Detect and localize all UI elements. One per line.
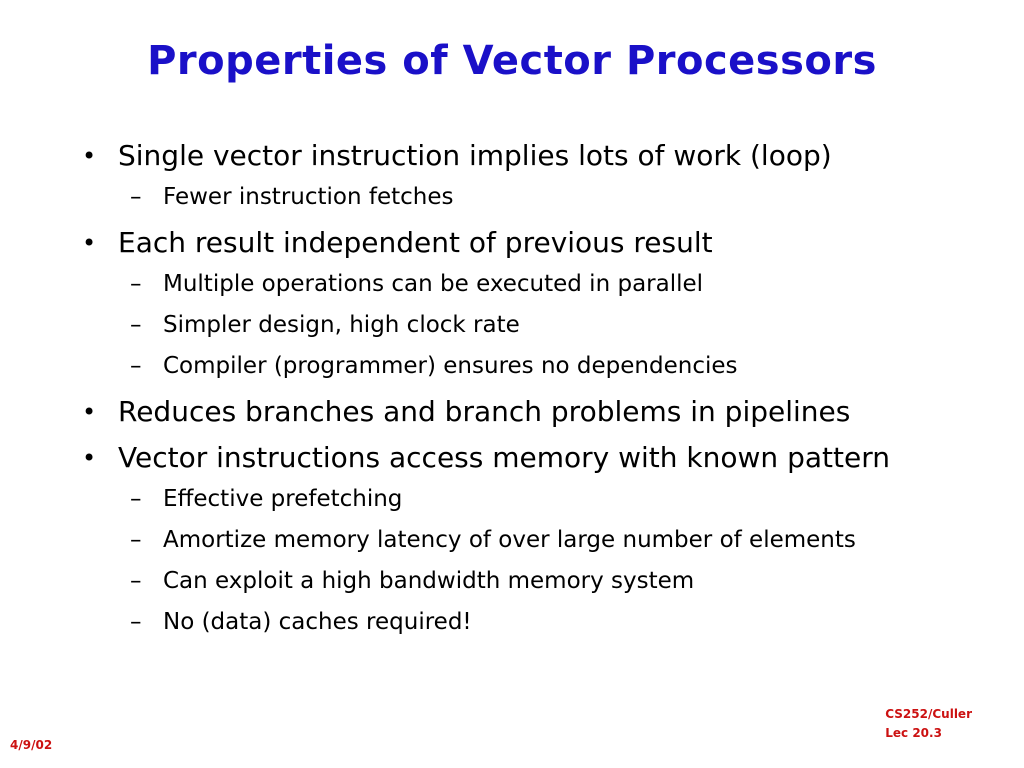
sub-bullet-text: Effective prefetching	[163, 486, 403, 512]
sub-bullet-text: No (data) caches required!	[163, 609, 472, 635]
sub-bullet-item	[118, 561, 978, 602]
sub-bullet-list	[118, 479, 978, 643]
sub-bullet-text: Can exploit a high bandwidth memory system	[163, 568, 695, 594]
footer-date: 4/9/02	[10, 738, 53, 752]
bullet-icon: •	[82, 142, 97, 170]
dash-icon: –	[130, 486, 142, 512]
dash-icon: –	[130, 527, 142, 553]
bullet-icon: •	[82, 444, 97, 472]
sub-bullet-list	[118, 177, 978, 218]
bullet-item	[78, 135, 978, 218]
sub-bullet-item	[118, 602, 978, 643]
bullet-item	[78, 391, 978, 433]
footer-lecture: Lec 20.3	[885, 726, 942, 740]
bullet-icon: •	[82, 398, 97, 426]
bullet-icon: •	[82, 229, 97, 257]
dash-icon: –	[130, 184, 142, 210]
bullet-text: Reduces branches and branch problems in pipelines	[118, 395, 851, 428]
sub-bullet-text: Multiple operations can be executed in parallel	[163, 271, 704, 297]
dash-icon: –	[130, 609, 142, 635]
sub-bullet-item	[118, 479, 978, 520]
sub-bullet-item	[118, 520, 978, 561]
bullet-item	[78, 222, 978, 387]
footer-course-info	[885, 705, 972, 743]
dash-icon: –	[130, 353, 142, 379]
sub-bullet-text: Fewer instruction fetches	[163, 184, 454, 210]
dash-icon: –	[130, 568, 142, 594]
bullet-text: Each result independent of previous result	[118, 226, 713, 259]
footer-course: CS252/Culler	[885, 707, 972, 721]
slide-title: Properties of Vector Processors	[147, 38, 877, 84]
sub-bullet-item	[118, 305, 978, 346]
dash-icon: –	[130, 312, 142, 338]
sub-bullet-list	[118, 264, 978, 387]
sub-bullet-text: Compiler (programmer) ensures no dependencies	[163, 353, 738, 379]
sub-bullet-item	[118, 346, 978, 387]
sub-bullet-text: Amortize memory latency of over large number of elements	[163, 527, 856, 553]
dash-icon: –	[130, 271, 142, 297]
bullet-item	[78, 437, 978, 643]
sub-bullet-item	[118, 177, 978, 218]
bullet-text: Vector instructions access memory with known pattern	[118, 441, 890, 474]
bullet-text: Single vector instruction implies lots of work (loop)	[118, 139, 832, 172]
sub-bullet-item	[118, 264, 978, 305]
bullet-list	[78, 135, 978, 643]
sub-bullet-text: Simpler design, high clock rate	[163, 312, 520, 338]
